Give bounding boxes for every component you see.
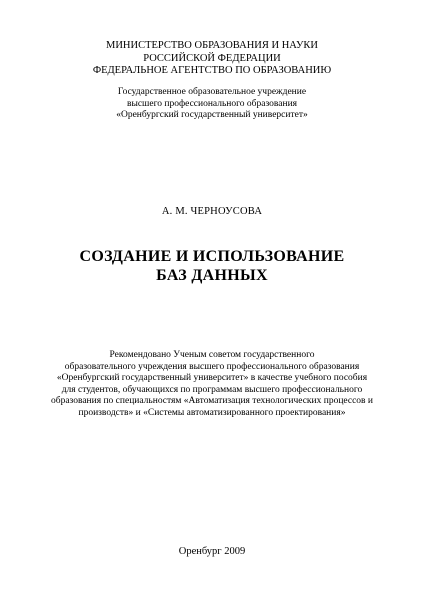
institution-line: высшего профессионального образования [126,98,298,109]
ministry-line: ФЕДЕРАЛЬНОЕ АГЕНТСТВО ПО ОБРАЗОВАНИЮ [92,65,332,76]
recommendation-line: «Оренбургский государственный университет» в качестве учебного пособия [56,373,368,384]
institution-line: «Оренбургский государственный университет» [116,110,308,120]
title-line: СОЗДАНИЕ И ИСПОЛЬЗОВАНИЕ [79,248,345,265]
recommendation-line: образования по специальностям «Автоматизация технологических процессов и [50,396,373,407]
author-name: А. М. ЧЕРНОУСОВА [161,206,263,217]
recommendation-text [0,350,424,420]
city-year: Оренбург 2009 [178,546,246,557]
ministry-line: МИНИСТЕРСТВО ОБРАЗОВАНИЯ И НАУКИ [106,40,318,51]
ministry-header [0,40,424,78]
recommendation-line: Рекомендовано Ученым советом государственного [109,350,315,360]
institution-header [0,87,424,122]
recommendation-line: образовательного учреждения высшего профессионального образования [64,361,360,372]
institution-line: Государственное образовательное учреждение [117,87,307,97]
ministry-line: РОССИЙСКОЙ ФЕДЕРАЦИИ [143,52,281,64]
recommendation-line: для студентов, обучающихся по программам высшего профессионального [61,384,363,395]
title-line: БАЗ ДАННЫХ [156,267,268,284]
recommendation-line: производств» и «Системы автоматизированного проектирования» [78,407,346,418]
book-title [0,247,424,285]
